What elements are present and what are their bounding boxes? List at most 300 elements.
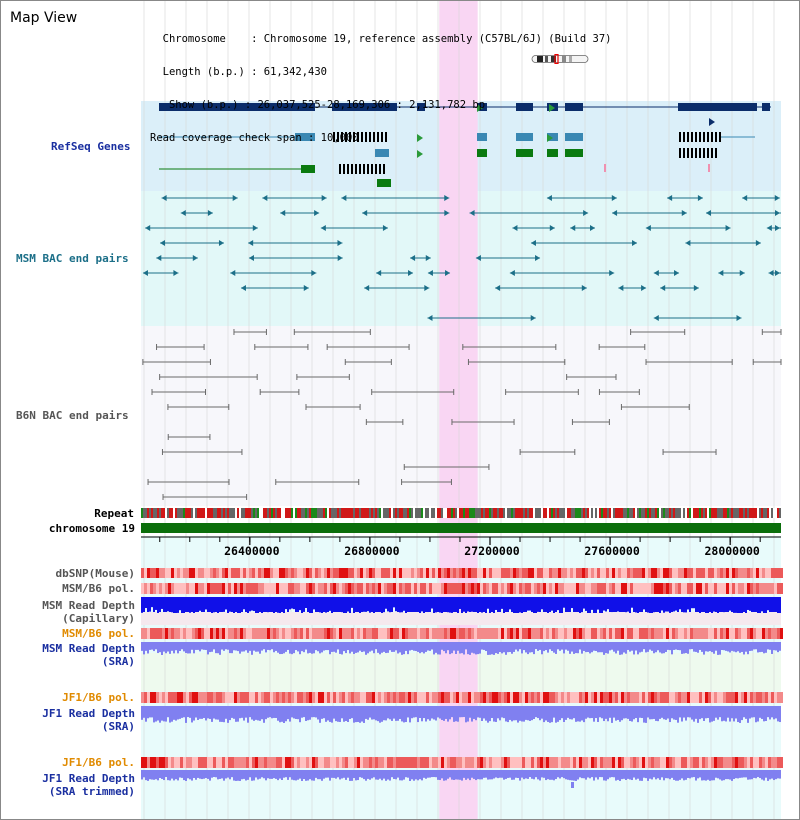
heat-cell (567, 757, 570, 768)
heat-cell (318, 628, 321, 639)
heat-cell (732, 628, 735, 639)
heat-cell (516, 583, 519, 594)
heat-cell (450, 583, 453, 594)
depth-bar (269, 770, 271, 779)
msm-read-depth-capillary-top[interactable] (141, 597, 781, 613)
depth-bar (745, 642, 747, 652)
heat-cell (456, 628, 459, 639)
msm-b6-pol-sra-track[interactable] (141, 628, 783, 639)
depth-bar (413, 770, 415, 781)
depth-bar (401, 706, 403, 721)
heat-cell (735, 692, 738, 703)
depth-bar (681, 642, 683, 654)
depth-bar (289, 770, 291, 777)
heat-cell (345, 583, 348, 594)
depth-bar (731, 706, 733, 718)
depth-bar (167, 642, 169, 652)
depth-bar (447, 597, 449, 612)
heat-cell (654, 568, 657, 578)
depth-bar (773, 706, 775, 719)
heat-cell (165, 583, 168, 594)
heat-cell (546, 568, 549, 578)
depth-bar (707, 770, 709, 780)
heat-cell (366, 628, 369, 639)
depth-bar (741, 770, 743, 778)
depth-bar (747, 770, 749, 780)
depth-bar (577, 597, 579, 609)
depth-bar (337, 642, 339, 649)
repeat-feature (591, 508, 593, 518)
depth-bar (217, 597, 219, 613)
depth-bar (705, 642, 707, 651)
depth-bar (205, 642, 207, 650)
depth-bar (173, 597, 175, 613)
depth-bar (533, 706, 535, 719)
heat-cell (462, 568, 465, 578)
depth-bar (713, 706, 715, 721)
depth-bar (285, 642, 287, 652)
heat-cell (489, 628, 492, 639)
repeat-feature (595, 508, 597, 518)
depth-bar (305, 597, 307, 608)
heat-cell (267, 568, 270, 578)
heat-cell (732, 583, 735, 594)
heat-cell (576, 757, 579, 768)
heat-cell (288, 583, 291, 594)
heat-cell (333, 568, 336, 578)
repeat-feature (663, 508, 665, 518)
heat-cell (273, 568, 276, 578)
repeat-feature (343, 508, 345, 518)
depth-bar (289, 642, 291, 654)
heat-cell (264, 568, 267, 578)
depth-bar (423, 770, 425, 778)
depth-bar (151, 706, 153, 717)
heat-cell (690, 568, 693, 578)
depth-bar (159, 642, 161, 652)
depth-bar (507, 597, 509, 610)
heat-cell (477, 692, 480, 703)
repeat-feature (247, 508, 249, 518)
heat-cell (498, 568, 501, 578)
repeat-feature (243, 508, 245, 518)
heat-cell (189, 692, 192, 703)
heat-cell (351, 692, 354, 703)
repeat-feature (457, 508, 459, 518)
depth-bar (775, 597, 777, 612)
depth-bar (301, 706, 303, 718)
heat-cell (420, 568, 423, 578)
depth-bar (175, 597, 177, 613)
depth-bar (767, 706, 769, 717)
depth-bar (225, 706, 227, 719)
heat-cell (183, 568, 186, 578)
heat-cell (504, 757, 507, 768)
heat-cell (765, 583, 768, 594)
depth-bar (661, 770, 663, 777)
heat-cell (276, 757, 279, 768)
heat-cell (696, 583, 699, 594)
depth-bar (627, 597, 629, 612)
depth-bar (569, 770, 571, 780)
depth-bar (241, 770, 243, 779)
depth-bar (409, 770, 411, 781)
heat-cell (543, 692, 546, 703)
jf1-b6-pol-track[interactable] (141, 692, 783, 703)
heat-cell (690, 757, 693, 768)
heat-cell (549, 568, 552, 578)
repeat-feature (393, 508, 395, 518)
heat-cell (141, 628, 144, 639)
repeat-feature (403, 508, 405, 518)
heat-cell (483, 692, 486, 703)
depth-bar (667, 706, 669, 719)
heat-cell (324, 692, 327, 703)
depth-bar (469, 706, 471, 718)
depth-bar (471, 597, 473, 612)
depth-bar (541, 597, 543, 609)
heat-cell (558, 692, 561, 703)
heat-cell (534, 583, 537, 594)
chromosome-ideogram[interactable] (529, 54, 591, 64)
heat-cell (717, 757, 720, 768)
heat-cell (318, 757, 321, 768)
repeat-feature (399, 508, 401, 518)
heat-cell (315, 568, 318, 578)
heat-cell (420, 692, 423, 703)
depth-bar (535, 770, 537, 777)
depth-bar (361, 770, 363, 778)
repeat-feature (535, 508, 537, 518)
heat-cell (489, 692, 492, 703)
depth-bar (641, 770, 643, 781)
heat-cell (228, 757, 231, 768)
heat-cell (744, 568, 747, 578)
depth-bar (543, 770, 545, 778)
repeat-feature (425, 508, 427, 518)
depth-bar (627, 770, 629, 779)
dbsnp-track[interactable] (141, 568, 783, 578)
heat-cell (717, 628, 720, 639)
depth-bar (643, 706, 645, 723)
depth-bar (559, 642, 561, 651)
depth-bar (283, 770, 285, 778)
heat-cell (483, 628, 486, 639)
repeat-feature (613, 508, 615, 518)
heat-cell (534, 628, 537, 639)
depth-bar (159, 770, 161, 778)
depth-bar (561, 597, 563, 613)
depth-bar (437, 642, 439, 654)
heat-cell (204, 628, 207, 639)
depth-bar (275, 642, 277, 651)
heat-cell (660, 568, 663, 578)
heat-cell (252, 692, 255, 703)
heat-cell (360, 692, 363, 703)
depth-bar (465, 597, 467, 613)
depth-bar (365, 770, 367, 781)
depth-bar (303, 642, 305, 652)
depth-bar (333, 770, 335, 778)
heat-cell (369, 583, 372, 594)
heat-cell (591, 692, 594, 703)
heat-cell (663, 692, 666, 703)
heat-cell (468, 568, 471, 578)
depth-bar (703, 597, 705, 607)
depth-bar (183, 770, 185, 780)
depth-bar (147, 770, 149, 781)
depth-bar (159, 597, 161, 609)
heat-cell (765, 757, 768, 768)
depth-bar (149, 706, 151, 717)
jf1-read-depth-sra-trimmed[interactable] (141, 770, 781, 781)
depth-bar (631, 770, 633, 780)
depth-bar (701, 642, 703, 652)
heat-cell (165, 628, 168, 639)
depth-bar (327, 770, 329, 778)
depth-bar (671, 642, 673, 654)
heat-cell (570, 757, 573, 768)
depth-bar (255, 770, 257, 777)
heat-cell (609, 568, 612, 578)
repeat-feature (539, 508, 541, 518)
heat-cell (249, 568, 252, 578)
heat-cell (627, 583, 630, 594)
heat-cell (432, 568, 435, 578)
heat-cell (525, 692, 528, 703)
depth-bar (393, 642, 395, 652)
jf1-b6-pol-trimmed-track[interactable] (141, 757, 783, 768)
depth-bar (541, 770, 543, 777)
depth-bar (411, 770, 413, 779)
depth-bar (473, 642, 475, 653)
heat-cell (285, 628, 288, 639)
heat-cell (693, 628, 696, 639)
heat-cell (300, 628, 303, 639)
depth-bar (523, 642, 525, 650)
depth-bar (375, 706, 377, 720)
depth-bar (363, 706, 365, 723)
heat-cell (672, 568, 675, 578)
heat-cell (363, 583, 366, 594)
heat-cell (174, 757, 177, 768)
depth-bar (169, 642, 171, 654)
depth-bar (605, 770, 607, 781)
heat-cell (522, 757, 525, 768)
heat-cell (357, 692, 360, 703)
heat-cell (354, 757, 357, 768)
depth-bar (509, 706, 511, 720)
depth-bar (659, 642, 661, 652)
depth-bar (471, 706, 473, 722)
depth-bar (325, 642, 327, 650)
heat-cell (618, 568, 621, 578)
depth-bar (407, 706, 409, 717)
repeat-feature (153, 508, 155, 518)
heat-cell (219, 628, 222, 639)
depth-bar (649, 642, 651, 650)
depth-bar (687, 706, 689, 717)
depth-bar (181, 706, 183, 718)
depth-bar (489, 706, 491, 721)
heat-cell (216, 583, 219, 594)
heat-cell (531, 692, 534, 703)
depth-bar (611, 706, 613, 723)
depth-bar (597, 642, 599, 652)
heat-cell (237, 583, 240, 594)
depth-bar (283, 706, 285, 723)
heat-cell (207, 757, 210, 768)
heat-cell (300, 757, 303, 768)
heat-cell (780, 757, 783, 768)
heat-cell (696, 692, 699, 703)
heat-cell (546, 583, 549, 594)
depth-bar (705, 770, 707, 781)
depth-bar (545, 770, 547, 780)
depth-bar (667, 770, 669, 778)
heat-cell (207, 692, 210, 703)
depth-bar (679, 770, 681, 780)
depth-bar (291, 597, 293, 609)
depth-bar (303, 770, 305, 779)
heat-cell (345, 568, 348, 578)
heat-cell (774, 628, 777, 639)
heat-cell (255, 692, 258, 703)
heat-cell (762, 757, 765, 768)
heat-cell (609, 692, 612, 703)
depth-bar (259, 597, 261, 608)
repeat-feature (141, 508, 143, 518)
heat-cell (387, 757, 390, 768)
depth-bar (485, 597, 487, 613)
heat-cell (714, 628, 717, 639)
exon (707, 148, 709, 158)
repeat-feature (671, 508, 673, 518)
depth-bar (715, 706, 717, 718)
depth-bar (151, 597, 153, 607)
repeat-feature (177, 508, 179, 518)
depth-bar (677, 597, 679, 612)
depth-bar (317, 597, 319, 608)
depth-bar (211, 706, 213, 722)
heat-cell (399, 692, 402, 703)
heat-cell (711, 757, 714, 768)
heat-cell (462, 757, 465, 768)
depth-bar (507, 642, 509, 652)
heat-cell (222, 583, 225, 594)
depth-bar (663, 770, 665, 780)
heat-cell (639, 628, 642, 639)
heat-cell (576, 692, 579, 703)
depth-bar (207, 706, 209, 718)
depth-bar (463, 706, 465, 717)
heat-cell (483, 568, 486, 578)
repeat-feature (683, 508, 685, 518)
heat-cell (426, 568, 429, 578)
heat-cell (573, 628, 576, 639)
heat-cell (300, 692, 303, 703)
depth-bar (307, 642, 309, 653)
track-label-jf1-pol-2: JF1/B6 pol. (62, 756, 135, 769)
heat-cell (693, 692, 696, 703)
heat-cell (717, 568, 720, 578)
depth-bar (429, 597, 431, 611)
heat-cell (567, 568, 570, 578)
depth-bar (369, 706, 371, 718)
depth-bar (591, 642, 593, 652)
heat-cell (309, 628, 312, 639)
depth-bar (575, 642, 577, 653)
repeat-feature (769, 508, 771, 518)
depth-bar (729, 642, 731, 652)
depth-bar (391, 770, 393, 777)
repeat-feature (447, 508, 449, 518)
depth-bar (413, 706, 415, 717)
heat-cell (627, 757, 630, 768)
heat-cell (168, 568, 171, 578)
depth-bar (397, 642, 399, 653)
heat-cell (684, 757, 687, 768)
depth-bar (717, 597, 719, 613)
repeat-feature (241, 508, 243, 518)
depth-bar (469, 770, 471, 780)
heat-cell (708, 568, 711, 578)
depth-bar (209, 597, 211, 608)
depth-bar (239, 770, 241, 781)
repeat-feature (431, 508, 433, 518)
heat-cell (231, 628, 234, 639)
depth-bar (151, 770, 153, 780)
heat-cell (612, 568, 615, 578)
repeat-feature (607, 508, 609, 518)
depth-bar (725, 706, 727, 721)
repeat-track[interactable] (141, 508, 781, 518)
heat-cell (270, 568, 273, 578)
depth-bar (195, 642, 197, 650)
heat-cell (447, 568, 450, 578)
depth-bar (281, 770, 283, 780)
heat-cell (222, 757, 225, 768)
depth-bar (723, 597, 725, 612)
depth-bar (367, 597, 369, 611)
repeat-feature (553, 508, 555, 518)
heat-cell (315, 628, 318, 639)
depth-bar (685, 770, 687, 780)
heat-cell (147, 628, 150, 639)
depth-bar (613, 706, 615, 718)
depth-bar (427, 770, 429, 778)
depth-bar (449, 770, 451, 777)
repeat-feature (771, 508, 773, 518)
heat-cell (492, 757, 495, 768)
heat-cell (750, 757, 753, 768)
depth-bar (223, 706, 225, 722)
heat-cell (627, 568, 630, 578)
depth-bar (251, 770, 253, 781)
repeat-feature (669, 508, 671, 518)
depth-bar (371, 642, 373, 651)
msm-b6-pol-track[interactable] (141, 583, 783, 594)
depth-bar (335, 597, 337, 611)
heat-cell (375, 583, 378, 594)
depth-bar (173, 706, 175, 720)
depth-bar (715, 770, 717, 778)
depth-bar (351, 770, 353, 781)
depth-bar (491, 642, 493, 654)
depth-bar (265, 770, 267, 780)
depth-bar (345, 770, 347, 780)
heat-cell (177, 757, 180, 768)
